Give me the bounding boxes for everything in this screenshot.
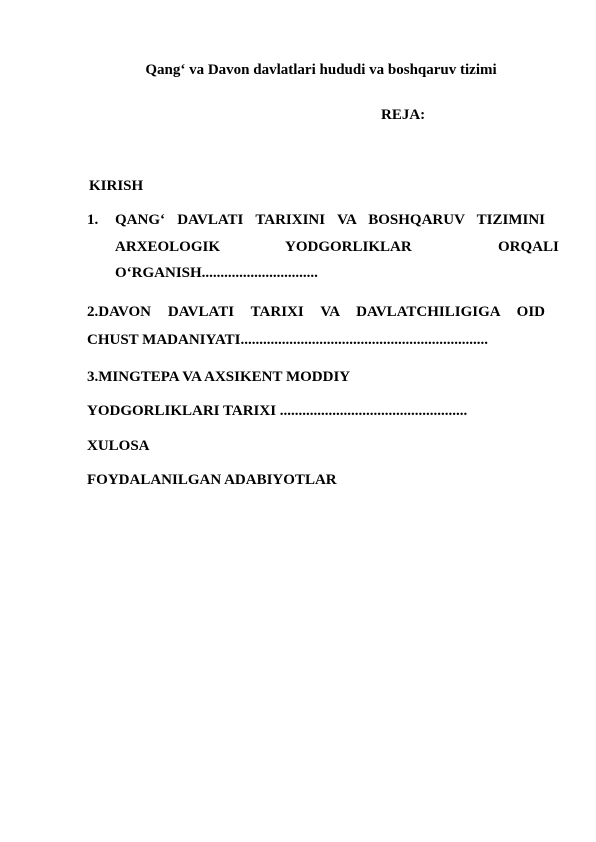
toc-references: FOYDALANILGAN ADABIYOTLAR — [87, 472, 337, 488]
toc-item1-line1 — [115, 210, 545, 230]
toc-conclusion: XULOSA — [87, 438, 150, 454]
toc-item1-line2-c: ORQALI — [498, 239, 559, 255]
toc-intro: KIRISH — [89, 178, 144, 194]
toc-item1-line1-text: QANG‘ DAVLATI TARIXINI VA BOSHQARUV TIZIMINI — [115, 212, 545, 228]
toc-item2-line1-text: 2.DAVON DAVLATI TARIXI VA DAVLATCHILIGIGA OID — [87, 304, 545, 320]
toc-item1-line2-a: ARXEOLOGIK — [115, 239, 221, 255]
toc-item2-line1 — [87, 302, 545, 322]
document-title: Qang‘ va Davon davlatlari hududi va boshqaruv tizimi — [145, 62, 497, 78]
toc-item3-line2: YODGORLIKLARI TARIXI .................................................. — [87, 403, 468, 419]
toc-item1-line3: O‘RGANISH............................... — [115, 265, 318, 281]
toc-item2-line2: CHUST MADANIYATI.................................................................. — [87, 332, 489, 348]
toc-item1-number: 1. — [87, 212, 99, 228]
toc-item3-line1: 3.MINGTEPA VA AXSIKENT MODDIY — [87, 369, 351, 385]
toc-item1-line2-b: YODGORLIKLAR — [285, 239, 412, 255]
plan-heading: REJA: — [381, 107, 426, 123]
